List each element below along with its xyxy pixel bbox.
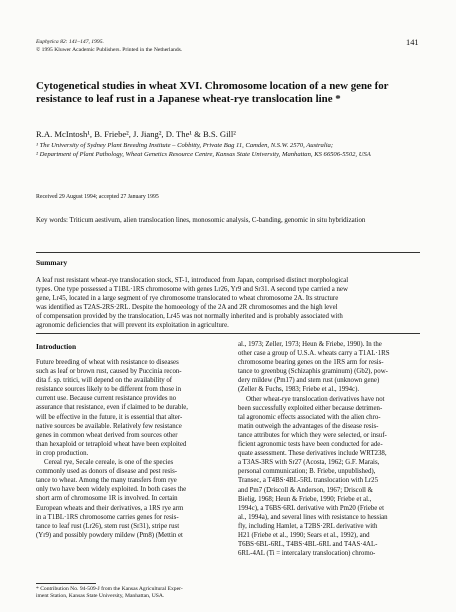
right-column-line: ficient agronomic tests have been conducted for ade- bbox=[238, 441, 383, 449]
right-column-line: 1994c), a T6BS·6RL derivative with Pm20 (Friebe et bbox=[238, 504, 384, 512]
divider-top bbox=[36, 252, 420, 253]
right-column-line: quate assessment. These derivatives include WRT238, bbox=[238, 450, 387, 458]
right-column-line: Bielig, 1968; Heun & Friebe, 1990; Friebe et al., bbox=[238, 495, 372, 503]
left-column-line: only two have been widely exploited. In both cases the bbox=[36, 486, 187, 494]
left-column-line: short arm of chromosome 1R is involved. In certain bbox=[36, 495, 178, 503]
right-column-line: Other wheat-rye translocation derivatives have not bbox=[246, 395, 385, 403]
footnote-line: iment Station, Kansas State University, Manhattan, USA. bbox=[36, 593, 165, 600]
summary-heading: Summary bbox=[36, 258, 68, 267]
summary-line: types. One type possessed a T1BL·1RS chromosome with genes Lr26, Yr9 and Sr31. A second type carried a new bbox=[36, 286, 348, 294]
left-column-line: tance to leaf rust (Lr26), stem rust (Sr31), stripe rust bbox=[36, 522, 180, 530]
left-column-line: native sources be available. Relatively few resistance bbox=[36, 422, 182, 430]
right-column-line: a T3AS-3RS with Sr27 (Acosta, 1962; G.F. Marais, bbox=[238, 459, 380, 467]
summary-line: gene, Lr45, located in a large segment of rye chromosome translocated to wheat chromosome 2A. Its structure bbox=[36, 295, 339, 303]
left-column-line: Cereal rye, Secale cereale, is one of the species bbox=[44, 459, 174, 467]
left-column-line: tance to wheat. Among the many transfers from rye bbox=[36, 477, 177, 485]
left-column-text bbox=[36, 358, 218, 540]
right-column-line: and Pm7 (Driscoll & Anderson, 1967; Driscoll & bbox=[238, 486, 373, 494]
left-column-line: in crop production. bbox=[36, 449, 89, 457]
right-column-text bbox=[238, 340, 421, 558]
left-column-line: in a T1BL·1RS chromosome carries genes for resis- bbox=[36, 513, 179, 521]
copyright-notice: © 1995 Kluwer Academic Publishers. Printed in the Netherlands. bbox=[36, 46, 183, 53]
right-column-line: matin outweigh the advantages of the disease resis- bbox=[238, 422, 379, 430]
right-column-line: personal communication; B. Friebe, unpublished), bbox=[238, 468, 376, 476]
right-column-line: tal agronomic effects associated with the alien chro- bbox=[238, 413, 381, 421]
author-list: R.A. McIntosh¹, B. Friebe², J. Jiang², D. The¹ & B.S. Gill² bbox=[36, 129, 236, 139]
right-column-line: chromosome bearing genes on the 1RS arm for resis- bbox=[238, 359, 384, 367]
left-column-line: dita f. sp. tritici, will depend on the availability of bbox=[36, 377, 173, 385]
right-column-line: dery mildew (Pm17) and stem rust (unknown gene) bbox=[238, 377, 380, 385]
summary-text bbox=[36, 276, 432, 331]
right-column-line: other case a group of U.S.A. wheats carry a T1AL·1RS bbox=[238, 350, 390, 358]
right-column-line: H21 (Friebe et al., 1990; Sears et al., 1992), and bbox=[238, 531, 370, 539]
journal-header bbox=[36, 39, 182, 54]
left-column-line: such as leaf or brown rust, caused by Puccinia recon- bbox=[36, 368, 182, 376]
left-column-line: resistance sources likely to be different from those in bbox=[36, 386, 182, 394]
journal-citation: Euphytica 82: 141–147, 1995. bbox=[36, 39, 104, 45]
right-column-line: Transec, a T4BS·4BL-5RL translocation with Lr25 bbox=[238, 477, 379, 485]
left-column-line: than hexaploid or tetraploid wheat have been exploited bbox=[36, 440, 187, 448]
right-column-line: been successfully exploited either because detrimen- bbox=[238, 404, 383, 412]
footnote bbox=[36, 586, 218, 600]
affiliation-1: ¹ The University of Sydney Plant Breeding Institute – Cobbitty, Private Bag 11, Camden, N.S.W. 2570, Australia; bbox=[36, 142, 334, 149]
right-column-line: tance to greenbug (Schizaphis graminum) (Gb2), pow- bbox=[238, 368, 388, 376]
summary-line: agronomic deficiencies that will prevent its exploitation in agriculture. bbox=[36, 322, 229, 330]
right-column-line: 6RL-4AL (Ti = intercalary translocation) chromo- bbox=[238, 550, 376, 558]
footnote-line: * Contribution No. 94-509-J from the Kansas Agricultural Exper- bbox=[36, 586, 183, 592]
summary-line: A leaf rust resistant wheat-rye translocation stock, ST-1, introduced from Japan, comprised distinct morphological bbox=[36, 277, 349, 284]
divider-bottom bbox=[36, 333, 420, 334]
right-column-line: fly, including Hamlet, a T2BS·2RL derivative with bbox=[238, 522, 378, 530]
right-column-line: (Zeller & Fuchs, 1983; Friebe et al., 1994c). bbox=[238, 386, 360, 394]
affiliation-2: ² Department of Plant Pathology, Wheat Genetics Resource Centre, Kansas State University, Manhattan, KS 66506-5502, USA bbox=[36, 150, 371, 158]
keywords: Key words: Triticum aestivum, alien translocation lines, monosomic analysis, C-banding, genomic in situ hybridization bbox=[36, 217, 366, 224]
summary-line: of compensation provided by the translocation, Lr45 was not normally inherited and is probably associated with bbox=[36, 313, 343, 321]
left-column-line: current use. Because current resistance provides no bbox=[36, 395, 177, 403]
right-column-line: tance attributes for which they were selected, or insuf- bbox=[238, 431, 387, 439]
left-column-line: will be effective in the future, it is essential that alter- bbox=[36, 413, 183, 421]
left-column-line: genes in common wheat derived from sources other bbox=[36, 431, 178, 439]
left-column-line: (Yr9) and possibly powdery mildew (Pm8) (Mettin et bbox=[36, 531, 183, 539]
received-dates: Received 29 August 1994; accepted 27 January 1995 bbox=[36, 194, 159, 200]
footnote-rule bbox=[36, 583, 96, 584]
page-number: 141 bbox=[406, 38, 419, 47]
left-column-line: assurance that resistance, even if claimed to be durable, bbox=[36, 404, 189, 412]
right-column-line: T6BS·6BL-6RL, T4BS·4BL-6RL and T4AS·4AL- bbox=[238, 541, 378, 549]
right-column-line: al., 1994a), and several lines with resistance to hessian bbox=[238, 513, 388, 521]
paper-title: Cytogenetical studies in wheat XVI. Chromosome location of a new gene for resistance to leaf rust in a Japanese wheat-rye translocation line * bbox=[36, 80, 389, 106]
left-column-line: Future breeding of wheat with resistance to diseases bbox=[36, 359, 179, 366]
summary-line: was identified as T2AS-2RS·2RL. Despite the homoeology of the 2A and 2R chromosomes and the high level bbox=[36, 304, 338, 312]
affiliations bbox=[36, 142, 436, 159]
right-column-line: al., 1973; Zeller, 1973; Heun & Friebe, 1990). In the bbox=[238, 341, 382, 348]
introduction-heading: Introduction bbox=[36, 342, 77, 351]
left-column-line: commonly used as donors of disease and pest resis- bbox=[36, 468, 178, 476]
left-column-line: European wheats and their derivatives, a 1RS rye arm bbox=[36, 504, 184, 512]
